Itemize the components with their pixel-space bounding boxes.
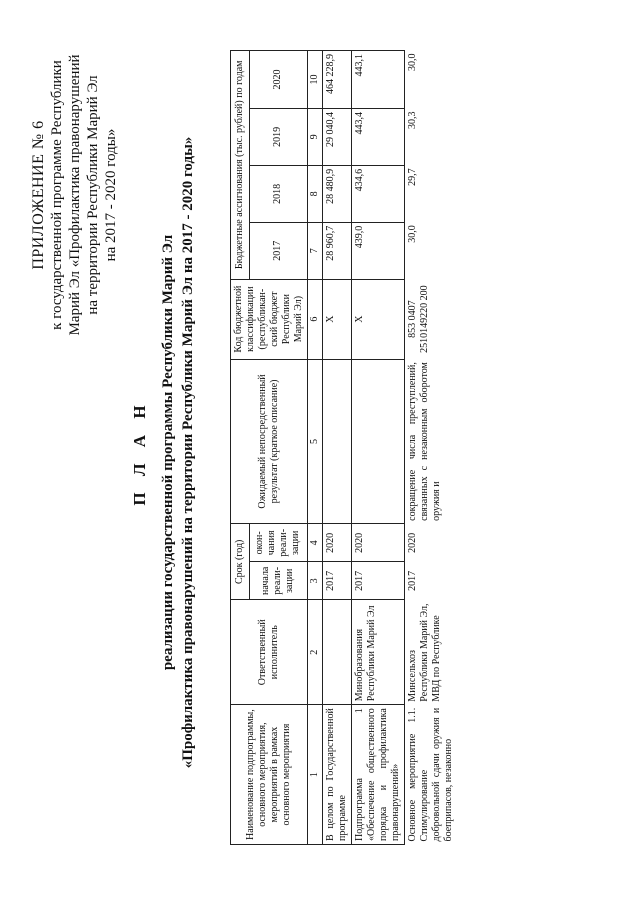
- table-row: [405, 51, 458, 845]
- row-end: 2020: [323, 524, 352, 562]
- col-number: 4: [308, 524, 323, 562]
- header-row-1: [231, 51, 250, 845]
- row-result: [323, 359, 352, 524]
- appendix-title: ПРИЛОЖЕНИЕ № 6: [30, 120, 47, 270]
- row-code: Х: [352, 279, 405, 359]
- plan-table: [230, 50, 457, 845]
- row-end: 2020: [405, 524, 458, 562]
- row-value-2019: 443,4: [352, 108, 405, 165]
- row-value-2019: 29 040,4: [323, 108, 352, 165]
- header-result: Ожидаемый непосредственный результат (краткое описание): [231, 359, 308, 524]
- header-year-2018: 2018: [249, 165, 307, 222]
- row-executor: [323, 600, 352, 705]
- header-year-2020: 2020: [249, 51, 307, 109]
- row-name: Основное мероприятие 1.1. Стимулирование добровольной сдачи оружия и боеприпасов, незаконно: [405, 705, 458, 845]
- appendix-line-1: к государственной программе Республики: [49, 60, 65, 330]
- column-number-row: [308, 51, 323, 845]
- row-value-2018: 29,7: [405, 165, 458, 222]
- table-row: [323, 51, 352, 845]
- col-number: 1: [308, 705, 323, 845]
- col-number: 2: [308, 600, 323, 705]
- row-value-2018: 434,6: [352, 165, 405, 222]
- appendix-line-3: на территории Республики Марий Эл: [85, 75, 101, 315]
- row-value-2018: 28 480,9: [323, 165, 352, 222]
- col-number: 5: [308, 359, 323, 524]
- row-code: 853 0407 2510149220 200: [405, 279, 458, 359]
- row-start: 2017: [352, 562, 405, 600]
- row-executor: Минсельхоз Республики Марий Эл, МВД по Республике: [405, 600, 458, 705]
- header-budget-code: Код бюджетной классификации (республикан-ский бюджет Республики Марий Эл): [231, 279, 308, 359]
- header-term-end: окон-чания реали-зации: [249, 524, 307, 562]
- header-executor: Ответственный исполнитель: [231, 600, 308, 705]
- row-end: 2020: [352, 524, 405, 562]
- col-number: 6: [308, 279, 323, 359]
- row-value-2020: 464 228,9: [323, 51, 352, 109]
- row-result: сокращение числа преступлений, связанных с незаконным оборотом оружия и: [405, 359, 458, 524]
- row-executor: Минобразования Республики Марий Эл: [352, 600, 405, 705]
- table-row: [352, 51, 405, 845]
- col-number: 9: [308, 108, 323, 165]
- header-term: Срок (год): [231, 524, 250, 600]
- header-name: Наименование подпрограммы, основного мероприятия, мероприятий в рамках основного мероприятия: [231, 705, 308, 845]
- appendix-line-2: Марий Эл «Профилактика правонарушений: [67, 54, 83, 336]
- row-name: В целом по Государственной программе: [323, 705, 352, 845]
- row-result: [352, 359, 405, 524]
- plan-subtitle-2: «Профилактика правонарушений на территории Республики Марий Эл на 2017 - 2020 годы»: [180, 136, 196, 769]
- row-name: Подпрограмма 1 «Обеспечение общественного порядка и профилактика правонарушений»: [352, 705, 405, 845]
- row-value-2017: 30,0: [405, 222, 458, 279]
- row-value-2017: 28 960,7: [323, 222, 352, 279]
- plan-subtitle-1: реализации государственной программы Республики Марий Эл: [160, 234, 176, 671]
- plan-title: П Л А Н: [130, 399, 149, 506]
- col-number: 8: [308, 165, 323, 222]
- header-year-2017: 2017: [249, 222, 307, 279]
- col-number: 10: [308, 51, 323, 109]
- col-number: 7: [308, 222, 323, 279]
- row-value-2019: 30,3: [405, 108, 458, 165]
- row-start: 2017: [405, 562, 458, 600]
- row-start: 2017: [323, 562, 352, 600]
- header-year-2019: 2019: [249, 108, 307, 165]
- row-value-2017: 439,0: [352, 222, 405, 279]
- row-value-2020: 443,1: [352, 51, 405, 109]
- row-value-2020: 30,0: [405, 51, 458, 109]
- appendix-block: [30, 45, 120, 345]
- header-term-start: начала реали-зации: [249, 562, 307, 600]
- appendix-line-4: на 2017 - 2020 годы»: [103, 128, 119, 262]
- row-code: Х: [323, 279, 352, 359]
- header-funding: Бюджетные ассигнования (тыс. рублей) по годам: [231, 51, 250, 280]
- col-number: 3: [308, 562, 323, 600]
